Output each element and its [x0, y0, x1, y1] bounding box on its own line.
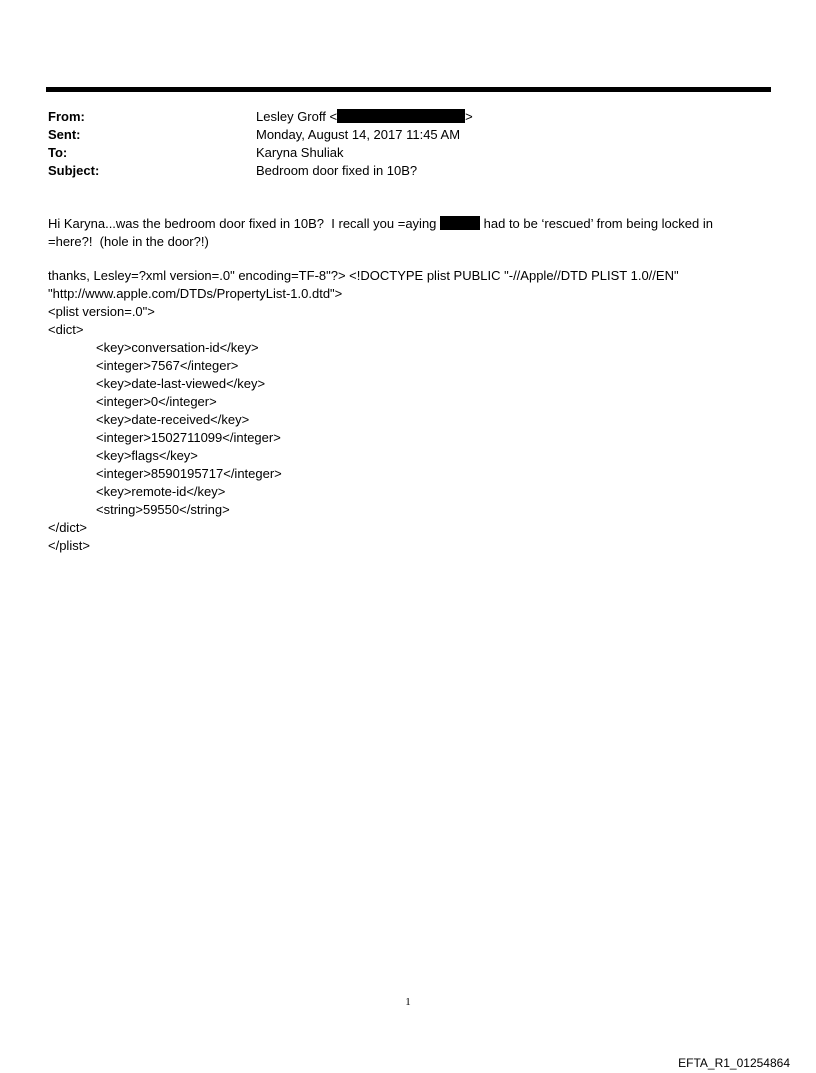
dict-line: <integer>7567</integer>: [96, 358, 239, 373]
para1-text-after: had to be ‘rescued’ from being locked in: [480, 216, 713, 231]
email-body: [48, 215, 768, 555]
dict-line: <string>59550</string>: [96, 502, 230, 517]
sent-row: [48, 126, 748, 144]
redaction-box: [337, 109, 465, 123]
dict-line: <key>date-last-viewed</key>: [96, 376, 266, 391]
subject-label: Subject:: [48, 163, 100, 178]
body-paragraph-2-line-2: "http://www.apple.com/DTDs/PropertyList-1.0.dtd">: [48, 286, 343, 301]
email-header: [48, 108, 748, 180]
to-row: [48, 144, 748, 162]
dict-open: <dict>: [48, 322, 84, 337]
dict-line: <key>flags</key>: [96, 448, 198, 463]
dict-close: </dict>: [48, 520, 88, 535]
body-paragraph-1-line-1: [48, 215, 768, 233]
to-label: To:: [48, 145, 68, 160]
from-close: >: [465, 109, 473, 124]
dict-line: <key>remote-id</key>: [96, 484, 226, 499]
from-label: From:: [48, 109, 85, 124]
sent-value: Monday, August 14, 2017 11:45 AM: [256, 127, 461, 142]
dict-line: <key>date-received</key>: [96, 412, 250, 427]
to-value: Karyna Shuliak: [256, 145, 344, 160]
subject-row: [48, 162, 748, 180]
redaction-box: [440, 216, 480, 230]
from-value: [256, 108, 748, 126]
plist-close: </plist>: [48, 538, 90, 553]
body-paragraph-2-line-1: thanks, Lesley=?xml version=.0" encoding=TF-8"?> <!DOCTYPE plist PUBLIC "-//Apple//DTD PLIST 1.0//EN": [48, 268, 679, 283]
para1-text-before: Hi Karyna...was the bedroom door fixed in 10B? I recall you =aying: [48, 216, 441, 231]
dict-line: <integer>0</integer>: [96, 394, 217, 409]
top-rule: [46, 87, 771, 92]
dict-line: <integer>1502711099</integer>: [96, 430, 281, 445]
body-paragraph-1-line-2: =here?! (hole in the door?!): [48, 234, 209, 249]
page-number: 1: [405, 996, 411, 1008]
dict-line: <key>conversation-id</key>: [96, 340, 259, 355]
dict-line: <integer>8590195717</integer>: [96, 466, 282, 481]
from-name: Lesley Groff <: [256, 109, 338, 124]
bates-number: EFTA_R1_01254864: [678, 1056, 790, 1070]
subject-value: Bedroom door fixed in 10B?: [256, 163, 418, 178]
sent-label: Sent:: [48, 127, 81, 142]
plist-open: <plist version=.0">: [48, 304, 155, 319]
from-row: [48, 108, 748, 126]
